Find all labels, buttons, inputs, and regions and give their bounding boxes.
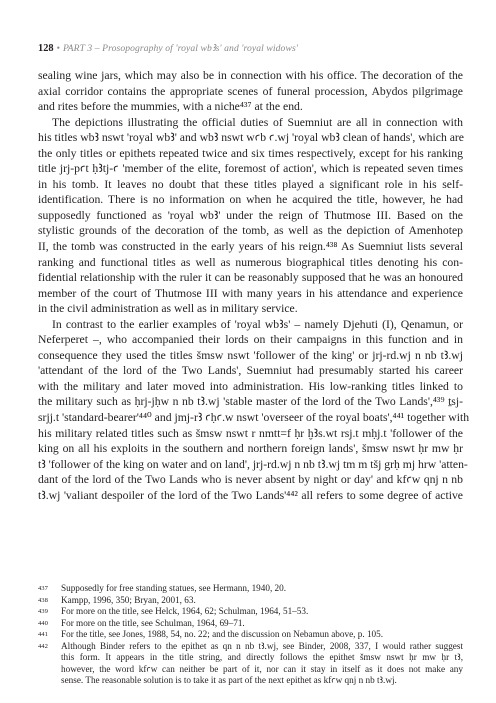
text-line: title jrj-pꜥt ḥꜢtj-ꜥ 'member of the elite, foremost of action', which is repeated seven times	[38, 162, 463, 176]
text-line: supposedly functioned as 'royal wbꜢ' under the reign of Thutmose III. Based on the	[38, 208, 463, 222]
text-line: identification. There is no information on when he acquired the title, however, he had	[38, 193, 463, 207]
text-line: tꜢ.wj 'valiant despoiler of the lord of the Two Lands'⁴⁴² all refers to some degree of active	[38, 488, 463, 502]
running-title: PART 3 – Prosopography of 'royal wbꜢs' and 'royal widows'	[62, 43, 298, 54]
text-line: consequence they used the titles šmsw nswt 'follower of the king' or jrj-rd.wj n nb tꜢ.wj	[38, 348, 463, 362]
footnote	[38, 618, 463, 630]
body-text	[38, 68, 470, 503]
footnotes	[38, 583, 463, 687]
footnote-line: Although Binder refers to the epithet as qn n nb tꜢ.wj, see Binder, 2008, 337, I would rather suggest	[61, 640, 463, 651]
text-line: the military such as ḥrj-jḥw n nb tꜢ.wj 'stable master of the lord of the Two Lands',⁴³⁹ ṯsj-	[38, 395, 463, 409]
footnote-line: this form. It appears in the title string, and directly follows the epithet šmsw nswt ḥr mw ḥr tꜢ,	[61, 652, 463, 663]
footnote-number: 438	[38, 596, 48, 604]
text-line: the only titles or epithets repeated twice and six times respectively, except for his ranking	[38, 146, 463, 160]
text-line: The depictions illustrating the official duties of Suemniut are all in connection with	[52, 115, 463, 129]
text-line: 'attendant of the lord of the Two Lands', Suemniut had presumably started his career	[38, 364, 463, 378]
text-line: In contrast to the earlier examples of 'royal wbꜢs' – namely Djehuti (I), Qenamun, or	[52, 317, 463, 331]
text-line: stylistic grounds of the decoration of the tomb, as well as the depiction of Amenhotep	[38, 224, 463, 238]
footnote	[38, 629, 463, 641]
text-line: and rites before the mummies, with a niche⁴³⁷ at the end.	[38, 100, 303, 114]
footnote-line: For the title, see Jones, 1988, 54, no. 22; and the discussion on Nebamun above, p. 105.	[61, 629, 384, 640]
footnote	[38, 641, 463, 687]
footnote-line: however, the word kfꜥw can neither be part of it, nor can it stay in itself as it does not make any	[61, 663, 463, 674]
paragraph	[38, 115, 463, 317]
footnote	[38, 606, 463, 618]
page-number: 128	[38, 43, 54, 54]
footnote-line: Kampp, 1996, 350; Bryan, 2001, 63.	[61, 594, 196, 605]
text-line: srjj.t 'standard-bearer'⁴⁴⁰ and jmj-rꜢ ꜥḥꜥ.w nswt 'overseer of the royal boats',⁴⁴¹ together with	[38, 411, 470, 425]
text-line: king on all his exploits in the southern and northern foreign lands', šmsw nswt ḥr mw ḥr	[38, 442, 463, 456]
footnote-number: 442	[38, 642, 48, 650]
text-line: fidential relationship with the ruler it can be reasonably supposed that he was an honoured	[38, 271, 463, 285]
footnote-line: For more on the title, see Schulman, 1964, 69–71.	[61, 617, 245, 628]
footnote-number: 441	[38, 631, 48, 639]
header-separator: •	[56, 43, 60, 54]
footnote-number: 440	[38, 619, 48, 627]
text-line: in his tomb. It leaves no doubt that these titles played a significant role in his self-	[38, 177, 463, 191]
text-line: in the civil administration as well as in military service.	[38, 302, 298, 316]
paragraph	[38, 317, 470, 504]
text-line: II, the tomb was constructed in the early years of his reign.⁴³⁸ As Suemniut lists several	[38, 240, 463, 254]
text-line: tꜢ 'follower of the king on water and on land', jrj-rd.wj n nb tꜢ.wj tm m tšj grḥ mj hrw 'atten-	[38, 457, 468, 471]
text-line: member of the court of Thutmose III with many years in his attendance and experience	[38, 286, 463, 300]
footnote-number: 439	[38, 608, 48, 616]
footnote-line: For more on the title, see Helck, 1964, 62; Schulman, 1964, 51–53.	[61, 606, 309, 617]
text-line: his titles wbꜢ nswt 'royal wbꜢ' and wbꜢ nswt wꜥb ꜥ.wj 'royal wbꜢ clean of hands', which are	[38, 131, 464, 145]
text-line: dant of the lord of the Two Lands who is never absent by night or day' and kfꜥw qnj n nb	[38, 473, 463, 487]
footnote-line: sense. The reasonable solution is to take it as part of the next epithet as kfꜥw qnj n nb tꜢ.wj.	[61, 675, 397, 686]
text-line: his military related titles such as šmsw nswt r nmtt=f ḥr ḫꜢs.wt rsj.t mḥj.t 'follower of the	[38, 426, 463, 440]
paragraph	[38, 68, 463, 115]
footnote	[38, 583, 463, 595]
footnote-line: Supposedly for free standing statues, see Hermann, 1940, 20.	[61, 583, 287, 593]
footnote	[38, 595, 463, 607]
text-line: sealing wine jars, which may also be in connection with his office. The decoration of the	[38, 69, 463, 82]
footnote-number: 437	[38, 585, 48, 592]
text-line: Neferperet –, who accompanied their lords on their campaigns in this function and in	[38, 333, 463, 347]
text-line: with the military and later moved into administration. His low-ranking titles linked to	[38, 379, 463, 393]
text-line: ranking and functional titles as well as numerous biographical titles denoting his con-	[38, 255, 463, 269]
running-header	[38, 43, 298, 54]
text-line: axial corridor contains the appropriate scenes of funeral procession, Abydos pilgrimage	[38, 84, 463, 98]
